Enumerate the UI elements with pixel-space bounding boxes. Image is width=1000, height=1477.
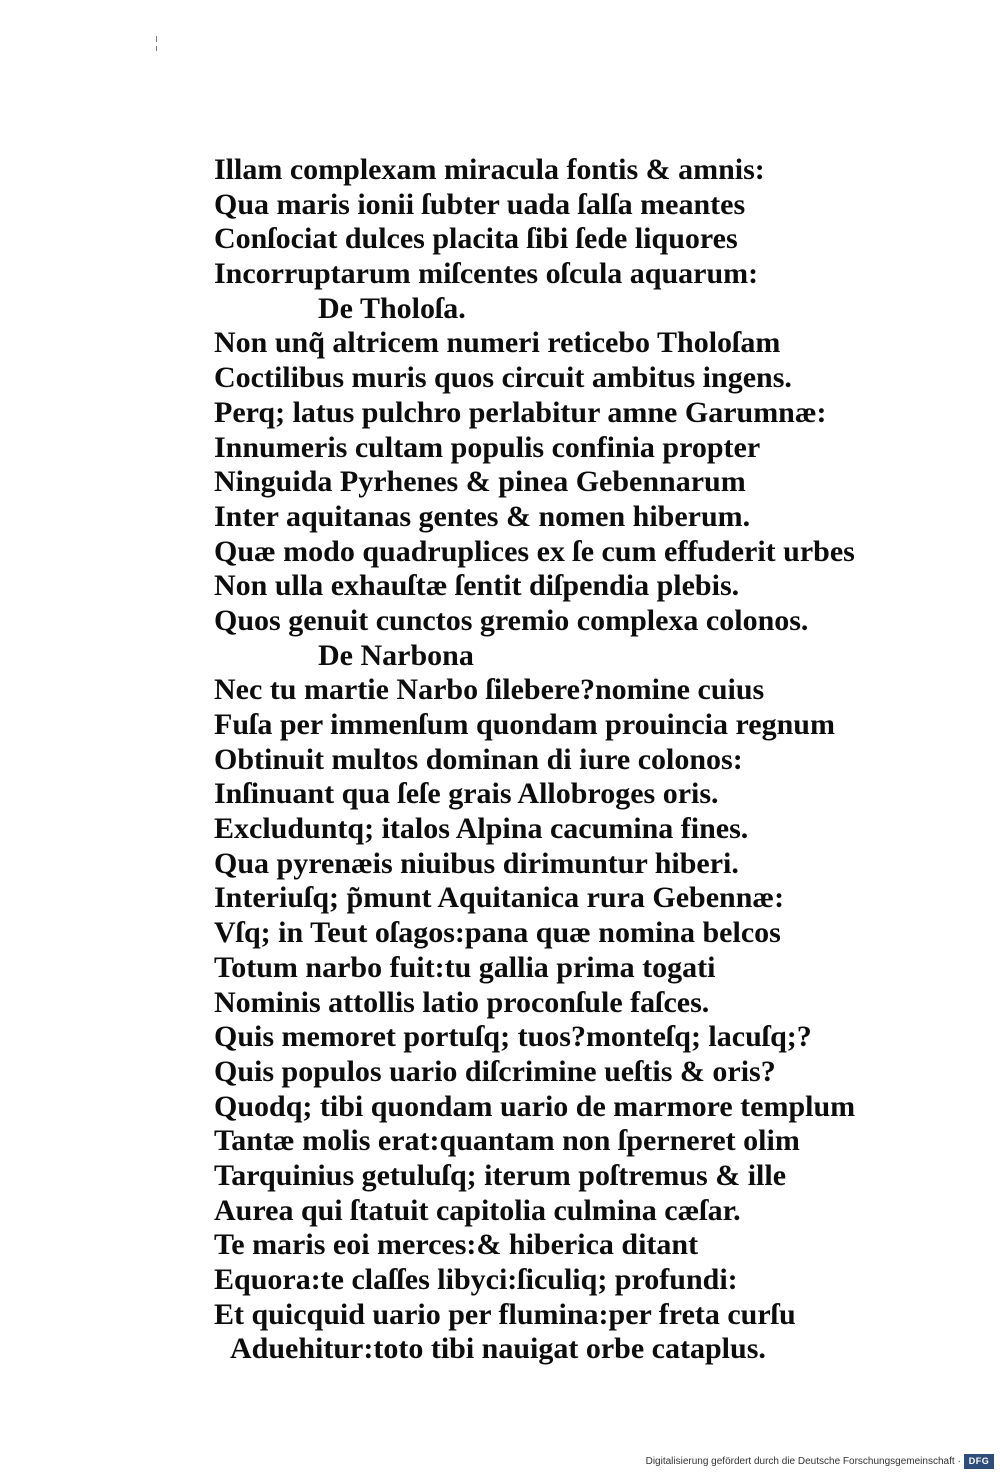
verse-line: Equora:te claſſes libyci:ſiculiq; profundi: bbox=[214, 1263, 738, 1296]
verse-line: Obtinuit multos dominan di iure colonos: bbox=[214, 742, 743, 776]
verse-line: Nominis attollis latio proconſule faſces. bbox=[214, 985, 710, 1019]
poem-text bbox=[214, 153, 855, 1367]
verse-line: Inſinuant qua ſeſe grais Allobroges oris. bbox=[214, 777, 719, 811]
verse-line: Quodq; tibi quondam uario de marmore templum bbox=[214, 1089, 856, 1123]
digitization-credit bbox=[646, 1454, 994, 1469]
verse-line: Incorruptarum miſcentes oſcula aquarum: bbox=[214, 257, 759, 291]
verse-line: Tarquinius getuluſq; iterum poſtremus & ille bbox=[214, 1158, 787, 1192]
verse-line: Totum narbo fuit:tu gallia prima togati bbox=[214, 950, 716, 984]
verse-line: Aduehitur:toto tibi nauigat orbe cataplus. bbox=[230, 1332, 766, 1366]
verse-line: Inter aquitanas gentes & nomen hiberum. bbox=[214, 499, 751, 533]
verse-line: Perq; latus pulchro perlabitur amne Garumnæ: bbox=[214, 395, 827, 429]
verse-line: Conſociat dulces placita ſibi ſede liquores bbox=[214, 222, 738, 256]
verse-line: Et quicquid uario per flumina:per freta curſu bbox=[214, 1297, 796, 1331]
verse-line: Ninguida Pyrhenes & pinea Gebennarum bbox=[214, 465, 746, 499]
verse-line: Quæ modo quadruplices ex ſe cum effuderit urbes bbox=[214, 534, 855, 568]
verse-line: Quis populos uario diſcrimine ueſtis & oris? bbox=[214, 1054, 776, 1088]
verse-line: Vſq; in Teut oſagos:pana quæ nomina belcos bbox=[214, 916, 781, 950]
verse-line: Innumeris cultam populis confinia propter bbox=[214, 430, 761, 464]
credit-separator: · bbox=[957, 1456, 961, 1467]
verse-line: Quis memoret portuſq; tuos?monteſq; lacuſq;? bbox=[214, 1020, 812, 1054]
scan-mark bbox=[156, 36, 157, 42]
verse-line: Non unq̃ altricem numeri reticebo Tholoſam bbox=[214, 326, 781, 360]
dfg-logo: DFG bbox=[964, 1454, 994, 1469]
scan-mark bbox=[156, 46, 157, 51]
verse-line: Aurea qui ſtatuit capitolia culmina cæſar. bbox=[214, 1193, 741, 1227]
verse-line: Qua pyrenæis niuibus dirimuntur hiberi. bbox=[214, 846, 739, 880]
verse-line: Quos genuit cunctos gremio complexa colonos. bbox=[214, 603, 809, 637]
verse-line: Illam complexam miracula fontis & amnis: bbox=[214, 153, 765, 186]
section-heading-tholosa: De Tholoſa. bbox=[318, 291, 466, 325]
verse-line: Coctilibus muris quos circuit ambitus ingens. bbox=[214, 361, 792, 395]
verse-line: Qua maris ionii ſubter uada ſalſa meantes bbox=[214, 187, 746, 221]
verse-line: Excluduntq; italos Alpina cacumina fines. bbox=[214, 812, 749, 846]
credit-text: Digitalisierung gefördert durch die Deutsche Forschungsgemeinschaft bbox=[645, 1456, 955, 1467]
verse-line: Non ulla exhauſtæ ſentit diſpendia plebis. bbox=[214, 569, 740, 603]
verse-line: Nec tu martie Narbo ſilebere?nomine cuius bbox=[214, 673, 765, 707]
verse-line: Tantæ molis erat:quantam non ſperneret olim bbox=[214, 1124, 800, 1158]
section-heading-narbona: De Narbona bbox=[318, 638, 474, 672]
verse-line: Interiuſq; p̃munt Aquitanica rura Gebennæ: bbox=[214, 881, 785, 915]
verse-line: Te maris eoi merces:& hiberica ditant bbox=[214, 1228, 699, 1262]
verse-line: Fuſa per immenſum quondam prouincia regnum bbox=[214, 708, 835, 741]
